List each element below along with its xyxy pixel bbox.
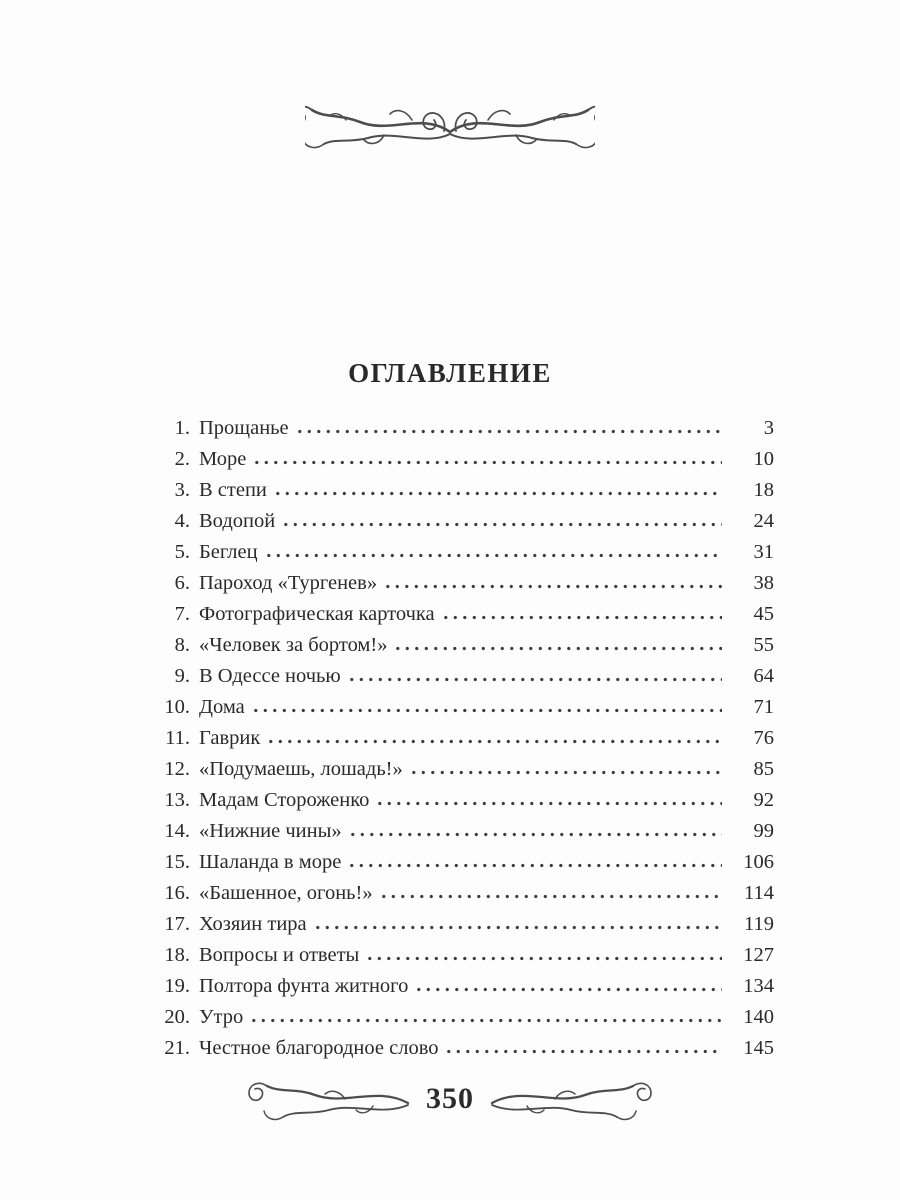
toc-entry-page: 119 [744, 913, 774, 935]
toc-entry [152, 630, 774, 661]
toc-entry-number: 13. [164, 789, 190, 811]
toc-entry-number: 12. [164, 758, 190, 780]
dot-leader [378, 801, 722, 806]
toc-entry-number: 10. [164, 696, 190, 718]
dot-leader [298, 429, 722, 434]
toc-title: ОГЛАВЛЕНИЕ [348, 358, 552, 388]
toc-entry-number: 21. [164, 1037, 190, 1059]
toc-entry-page: 55 [753, 634, 774, 656]
dot-leader [396, 646, 722, 651]
toc-entry-page: 76 [753, 727, 774, 749]
dot-leader [350, 677, 722, 682]
toc-entry-page: 45 [753, 603, 774, 625]
toc-entry-title: «Человек за бортом!» [199, 634, 388, 656]
bottom-flourish-left [245, 1076, 410, 1122]
toc-entry-number: 5. [174, 541, 190, 563]
toc-entry-page: 10 [753, 448, 774, 470]
dot-leader [368, 956, 722, 961]
toc-entry [152, 816, 774, 847]
toc-entry [152, 506, 774, 537]
toc-entry-page: 134 [743, 975, 774, 997]
toc-entry [152, 847, 774, 878]
toc-entry [152, 723, 774, 754]
toc-entry [152, 475, 774, 506]
dot-leader [382, 894, 722, 899]
toc-entry [152, 661, 774, 692]
toc-entry-page: 31 [753, 541, 774, 563]
toc-entry [152, 1033, 774, 1064]
toc-entry-number: 1. [174, 417, 190, 439]
toc-entry-number: 4. [174, 510, 190, 532]
toc-entry-title: «Башенное, огонь!» [199, 882, 373, 904]
toc-entry [152, 537, 774, 568]
toc-entry-title: «Нижние чины» [199, 820, 342, 842]
toc-entry-number: 19. [164, 975, 190, 997]
toc-entry-title: Пароход «Тургенев» [199, 572, 378, 594]
top-flourish-ornament [305, 92, 595, 166]
page-number: 350 [426, 1082, 474, 1115]
toc-entry-page: 3 [763, 417, 774, 439]
toc-entry-title: Водопой [199, 510, 276, 532]
dot-leader [276, 491, 722, 496]
toc-entry-page: 85 [753, 758, 774, 780]
toc-entry-title: Утро [199, 1006, 244, 1028]
toc-entry-title: Хозяин тира [199, 913, 307, 935]
dot-leader [444, 615, 722, 620]
toc-entry-title: Прощанье [199, 417, 289, 439]
toc-entry [152, 444, 774, 475]
page-footer [0, 1076, 900, 1122]
bottom-flourish-right [490, 1076, 655, 1122]
toc-entry-page: 92 [753, 789, 774, 811]
toc-entry-number: 20. [164, 1006, 190, 1028]
toc-entry [152, 785, 774, 816]
dot-leader [316, 925, 722, 930]
toc-entry-title: Беглец [199, 541, 258, 563]
toc-entry-page: 106 [743, 851, 774, 873]
toc-entry [152, 971, 774, 1002]
dot-leader [350, 863, 722, 868]
toc-entry-title: Честное благородное слово [199, 1037, 439, 1059]
toc-entry-title: Полтора фунта житного [199, 975, 409, 997]
toc-entry-page: 145 [743, 1037, 774, 1059]
toc-entry-title: Море [199, 448, 247, 470]
toc-entry-number: 11. [165, 727, 190, 749]
toc-list [152, 413, 774, 1064]
toc-entry-title: Шаланда в море [199, 851, 342, 873]
toc-entry-number: 2. [174, 448, 190, 470]
toc-entry-title: Мадам Стороженко [199, 789, 370, 811]
dot-leader [267, 553, 722, 558]
toc-entry-number: 6. [174, 572, 190, 594]
toc-entry [152, 878, 774, 909]
toc-entry-page: 18 [753, 479, 774, 501]
dot-leader [269, 739, 722, 744]
toc-entry [152, 413, 774, 444]
toc-entry-number: 8. [174, 634, 190, 656]
toc-entry [152, 1002, 774, 1033]
dot-leader [447, 1049, 722, 1054]
toc-entry-page: 127 [743, 944, 774, 966]
toc-entry [152, 599, 774, 630]
dot-leader [351, 832, 722, 837]
toc-entry-number: 16. [164, 882, 190, 904]
toc-entry-number: 15. [164, 851, 190, 873]
toc-entry-title: Гаврик [199, 727, 261, 749]
toc-entry-number: 18. [164, 944, 190, 966]
toc-entry-title: Вопросы и ответы [199, 944, 360, 966]
dot-leader [284, 522, 722, 527]
toc-entry-number: 14. [164, 820, 190, 842]
toc-entry-title: В степи [199, 479, 267, 501]
toc-entry [152, 568, 774, 599]
toc-entry [152, 754, 774, 785]
toc-entry-title: Фотографическая карточка [199, 603, 435, 625]
toc-entry-title: «Подумаешь, лошадь!» [199, 758, 403, 780]
toc-entry-page: 99 [753, 820, 774, 842]
toc-entry-page: 140 [743, 1006, 774, 1028]
toc-entry [152, 940, 774, 971]
dot-leader [255, 460, 722, 465]
toc-entry-number: 9. [174, 665, 190, 687]
toc-entry-number: 7. [174, 603, 190, 625]
toc-entry-page: 38 [753, 572, 774, 594]
dot-leader [252, 1018, 722, 1023]
toc-entry-title: Дома [199, 696, 245, 718]
toc-entry-page: 114 [744, 882, 774, 904]
toc-entry-title: В Одессе ночью [199, 665, 341, 687]
dot-leader [417, 987, 722, 992]
toc-entry-page: 24 [753, 510, 774, 532]
dot-leader [254, 708, 722, 713]
toc-entry-number: 3. [174, 479, 190, 501]
toc-entry-page: 64 [753, 665, 774, 687]
toc-entry-number: 17. [164, 913, 190, 935]
toc-entry-page: 71 [753, 696, 774, 718]
dot-leader [386, 584, 722, 589]
toc-entry [152, 692, 774, 723]
dot-leader [412, 770, 722, 775]
toc-entry [152, 909, 774, 940]
